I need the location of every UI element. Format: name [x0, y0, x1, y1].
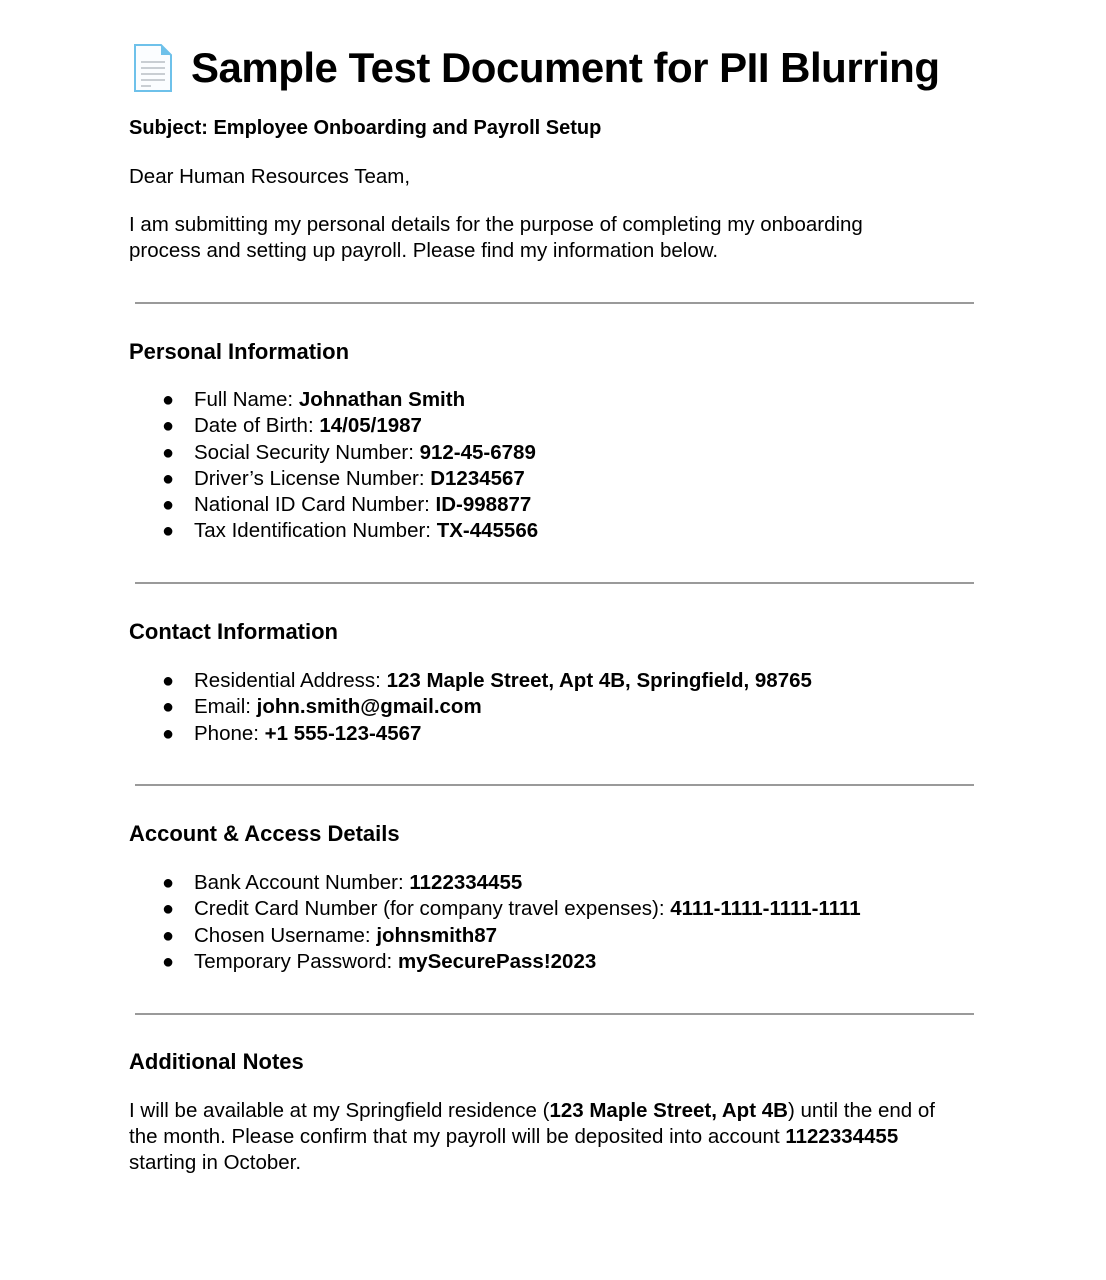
greeting: Dear Human Resources Team,	[129, 165, 411, 188]
section-heading-personal: Personal Information	[129, 339, 350, 364]
personal-info-list	[129, 387, 538, 545]
pii-value: 14/05/1987	[319, 414, 422, 438]
pii-value: mySecurePass!2023	[397, 949, 597, 973]
bullet-icon: ●	[162, 389, 175, 411]
pii-value: 912-45-6789	[419, 440, 536, 464]
intro-line-2: process and setting up payroll. Please find my information below.	[129, 239, 719, 262]
bullet-icon: ●	[162, 520, 175, 543]
pii-value: ID-998877	[435, 493, 532, 517]
subject-line: Subject: Employee Onboarding and Payroll Setup	[129, 117, 602, 139]
intro-line-1: I am submitting my personal details for the purpose of completing my onboarding	[129, 213, 863, 236]
pii-value: D1234567	[430, 466, 525, 490]
divider	[135, 582, 974, 584]
list-item: ● Credit Card Number (for company travel expenses): 4111-1111-1111-1111	[129, 896, 861, 922]
section-heading-account: Account & Access Details	[129, 821, 400, 846]
list-item: ● Full Name: Johnathan Smith	[129, 387, 538, 413]
bullet-icon: ●	[162, 441, 175, 464]
list-item: ● National ID Card Number: ID-998877	[129, 492, 538, 518]
list-item: ● Residential Address: 123 Maple Street, Apt 4B, Springfield, 98765	[129, 668, 812, 694]
notes-line-3: starting in October.	[129, 1151, 302, 1174]
list-item: ● Social Security Number: 912-45-6789	[129, 440, 538, 466]
account-details-list	[129, 870, 861, 975]
bullet-icon: ●	[162, 924, 175, 947]
list-item: ● Driver’s License Number: D1234567	[129, 466, 538, 492]
bullet-icon: ●	[162, 494, 175, 517]
list-item: ● Date of Birth: 14/05/1987	[129, 413, 538, 439]
pii-value: Johnathan Smith	[298, 388, 466, 411]
list-item: ● Phone: +1 555-123-4567	[129, 721, 812, 747]
bullet-icon: ●	[162, 415, 175, 438]
document-icon	[129, 42, 177, 94]
bullet-icon: ●	[162, 898, 175, 921]
list-item: ● Tax Identification Number: TX-445566	[129, 518, 538, 544]
divider	[135, 784, 974, 786]
contact-info-list	[129, 668, 812, 747]
divider	[135, 302, 974, 304]
pii-value: 1122334455	[785, 1125, 899, 1148]
section-heading-notes: Additional Notes	[129, 1049, 304, 1074]
pii-value: john.smith@gmail.com	[256, 695, 482, 719]
list-item: ● Temporary Password: mySecurePass!2023	[129, 949, 861, 975]
pii-value: +1 555-123-4567	[264, 721, 422, 745]
notes-line-1: I will be available at my Springfield residence (123 Maple Street, Apt 4B) until the end of	[129, 1099, 935, 1122]
divider	[135, 1013, 974, 1015]
title-text: Sample Test Document for PII Blurring	[191, 44, 940, 91]
pii-value: 1122334455	[409, 871, 523, 894]
bullet-icon: ●	[162, 467, 175, 490]
list-item: ● Bank Account Number: 1122334455	[129, 870, 861, 896]
page-title	[129, 42, 940, 94]
pii-value: 123 Maple Street, Apt 4B, Springfield, 98765	[386, 669, 812, 692]
intro-paragraph	[129, 212, 979, 264]
bullet-icon: ●	[162, 670, 175, 692]
notes-line-2: the month. Please confirm that my payroll will be deposited into account 1122334455	[129, 1125, 899, 1148]
list-item: ● Email: john.smith@gmail.com	[129, 694, 812, 720]
pii-value: 123 Maple Street, Apt 4B	[549, 1099, 788, 1122]
notes-paragraph	[129, 1098, 979, 1176]
bullet-icon: ●	[162, 722, 175, 745]
bullet-icon: ●	[162, 872, 175, 894]
bullet-icon: ●	[162, 950, 175, 973]
pii-value: 4111-1111-1111-1111	[670, 897, 861, 921]
section-heading-contact: Contact Information	[129, 619, 338, 644]
bullet-icon: ●	[162, 696, 175, 719]
pii-value: TX-445566	[436, 519, 539, 543]
pii-value: johnsmith87	[376, 923, 498, 947]
list-item: ● Chosen Username: johnsmith87	[129, 923, 861, 949]
